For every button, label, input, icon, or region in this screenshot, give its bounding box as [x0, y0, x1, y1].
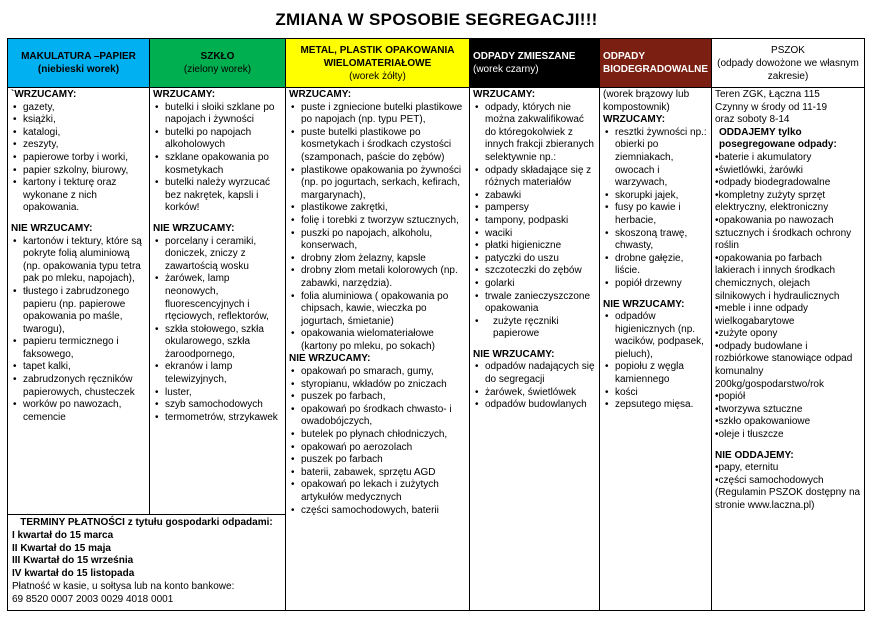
- header-paper-title: MAKULATURA –PAPIER: [21, 51, 136, 62]
- list-item: • opakowań po aerozolach: [289, 442, 466, 455]
- header-metal-sub: (worek żółty): [349, 70, 406, 82]
- list-item: • zepsutego mięsa.: [603, 399, 708, 412]
- mixed-no-list: [473, 361, 596, 411]
- list-item: • folia aluminiowa ( opakowania po chipsach, kawie, wieczka po jogurtach, śmietanie): [289, 291, 466, 329]
- list-item: • kartony i tekturę oraz wykonane z nich opakowania.: [11, 177, 146, 215]
- list-item: • drobne gałęzie, liście.: [603, 253, 708, 278]
- bio-yes-label: WRZUCAMY:: [603, 114, 666, 126]
- list-item: (Regulamin PSZOK dostępny na stronie www.laczna.pl): [715, 487, 861, 511]
- list-item: • puste i zgniecione butelki plastikowe po napojach (np. typu PET),: [289, 102, 466, 127]
- list-item: • opakowań po lekach i zużytych artykułów medycznych: [289, 479, 466, 504]
- list-item: • opakowania wielomateriałowe (kartony po mleku, po sokach): [289, 328, 466, 353]
- pszok-yes-label: ODDAJEMY tylko posegregowane odpady:: [719, 126, 837, 151]
- list-item: • tłustego i zabrudzonego papieru (np. papierowe opakowania po maśle, twarogu),: [11, 286, 146, 336]
- list-item: • puszek po farbach,: [289, 391, 466, 404]
- mixed-cell: [470, 88, 600, 611]
- list-item: • tapet kalki,: [11, 361, 146, 374]
- pszok-yes-list: [715, 152, 861, 442]
- list-item: • butelki i słoiki szklane po napojach i żywności: [153, 102, 282, 127]
- paper-no-list: [11, 236, 146, 425]
- list-item: • książki,: [11, 114, 146, 127]
- pszok-no-label: NIE ODDAJEMY:: [715, 449, 794, 461]
- list-item: • puste butelki plastikowe po kosmetykach i środkach czystości (szamponach, paście do zębów): [289, 127, 466, 165]
- glass-no-list: [153, 236, 282, 425]
- pszok-hours-wed: Czynny w środy od 11-19: [715, 101, 828, 113]
- list-item: • odpadów higienicznych (np. wacików, podpasek, pieluch),: [603, 311, 708, 361]
- list-item: •szkło opakowaniowe: [715, 416, 811, 428]
- terms-line: I kwartał do 15 marca: [12, 529, 114, 541]
- header-pszok-title: PSZOK: [771, 44, 805, 56]
- terms-line: II Kwartał do 15 maja: [12, 542, 111, 554]
- list-item: • części samochodowych, baterii: [289, 505, 466, 518]
- list-item: • drobny złom żelazny, kapsle: [289, 253, 466, 266]
- list-item: • golarki: [473, 278, 596, 291]
- bank-account: 69 8520 0007 2003 0029 4018 0001: [12, 593, 174, 605]
- header-bio-title: ODPADY BIODEGRADOWALNE: [603, 51, 708, 75]
- list-item: • żarówek, świetlówek: [473, 387, 596, 400]
- list-item: • opakowań po środkach chwasto- i owadobójczych,: [289, 404, 466, 429]
- list-item: • żarówek, lamp neonowych, fluorescencyjnych i rtęciowych, reflektorów,: [153, 273, 282, 323]
- list-item: • folię i torebki z tworzyw sztucznych,: [289, 215, 466, 228]
- list-item: • tampony, podpaski: [473, 215, 596, 228]
- header-row: [8, 39, 865, 88]
- list-item: • zabawki: [473, 190, 596, 203]
- bio-intro: (worek brązowy lub kompostownik): [603, 89, 690, 113]
- terms-note: Płatność w kasie, u sołtysa lub na konto bankowe:: [12, 580, 235, 592]
- page-title: ZMIANA W SPOSOBIE SEGREGACJI!!!: [275, 10, 598, 29]
- list-item: • skoszoną trawę, chwasty,: [603, 228, 708, 253]
- list-item: •świetlówki, żarówki: [715, 164, 803, 176]
- header-paper: [8, 39, 150, 88]
- list-item: • butelki należy wyrzucać bez nakrętek, kapsli i korków!: [153, 177, 282, 215]
- list-item: •odpady budowlane i rozbiórkowe stanowiące odpad komunalny 200kg/gospodarstwo/rok: [715, 340, 853, 390]
- list-item: • papier szkolny, biurowy,: [11, 165, 146, 178]
- list-item: • baterii, zabawek, sprzętu AGD: [289, 467, 466, 480]
- header-mixed-title: ODPADY ZMIESZANE: [473, 51, 576, 62]
- glass-no-label: NIE WRZUCAMY:: [153, 222, 235, 234]
- bio-yes-list: [603, 127, 708, 291]
- header-mixed: [470, 39, 600, 88]
- list-item: • plastikowe opakowania po żywności (np. po jogurtach, serkach, kefirach, margarynach),: [289, 165, 466, 203]
- list-item: • odpadów nadających się do segregacji: [473, 361, 596, 386]
- metal-cell: [286, 88, 470, 611]
- list-item: • puszki po napojach, alkoholu, konserwach,: [289, 228, 466, 253]
- list-item: •baterie i akumulatory: [715, 151, 812, 163]
- list-item: •opakowania po nawozach sztucznych i środkach ochrony roślin: [715, 214, 852, 252]
- content-row: [8, 88, 865, 515]
- list-item: • płatki higieniczne: [473, 240, 596, 253]
- list-item: • luster,: [153, 387, 282, 400]
- list-item: •odpady biodegradowalne: [715, 177, 831, 189]
- pszok-address: Teren ZGK, Łączna 115: [715, 89, 820, 100]
- list-item: • katalogi,: [11, 127, 146, 140]
- list-item: • styropianu, wkładów po zniczach: [289, 379, 466, 392]
- list-item: • odpady, których nie można zakwalifikować do któregokolwiek z innych frakcji zbieranych selektywnie np.:: [473, 102, 596, 165]
- mixed-no-label: NIE WRZUCAMY:: [473, 348, 555, 360]
- glass-cell: [150, 88, 286, 515]
- list-item: • szklane opakowania po kosmetykach: [153, 152, 282, 177]
- header-metal: [286, 39, 470, 88]
- metal-no-list: [289, 366, 466, 517]
- metal-no-label: NIE WRZUCAMY:: [289, 353, 371, 365]
- list-item: •opakowania po farbach lakierach i innych środkach chemicznych, olejach silnikowych i hydraulicznych: [715, 252, 840, 302]
- header-mixed-sub: (worek czarny): [473, 64, 539, 75]
- list-item: • papierowe torby i worki,: [11, 152, 146, 165]
- terms-line: III Kwartał do 15 września: [12, 555, 134, 567]
- pszok-cell: [712, 88, 865, 611]
- list-item: • gazety,: [11, 102, 146, 115]
- list-item: • ekranów i lamp telewizyjnych,: [153, 361, 282, 386]
- list-item: • odpadów budowlanych: [473, 399, 596, 412]
- list-item: • trwale zanieczyszczone opakowania: [473, 291, 596, 316]
- payment-terms: [8, 515, 286, 611]
- list-item: • zabrudzonych ręczników papierowych, chusteczek: [11, 374, 146, 399]
- list-item: •części samochodowych: [715, 474, 824, 486]
- header-pszok: [712, 39, 865, 88]
- header-glass-sub: (zielony worek): [183, 64, 252, 75]
- list-item: • butelki po napojach alkoholowych: [153, 127, 282, 152]
- mixed-yes-list: [473, 102, 596, 341]
- paper-cell: [8, 88, 150, 515]
- terms-line: IV kwartał do 15 listopada: [12, 568, 135, 580]
- header-glass-title: SZKŁO: [200, 51, 235, 62]
- list-item: •zużyte opony: [715, 328, 778, 340]
- list-item: • szczoteczki do zębów: [473, 265, 596, 278]
- list-item: •oleje i tłuszcze: [715, 429, 784, 441]
- segregation-table: [7, 38, 865, 611]
- list-item: • kości: [603, 387, 708, 400]
- list-item: •kompletny zużyty sprzęt elektryczny, elektroniczny: [715, 189, 829, 214]
- header-bio: [600, 39, 712, 88]
- bio-no-list: [603, 311, 708, 412]
- list-item: •tworzywa sztuczne: [715, 403, 803, 415]
- list-item: • pampersy: [473, 202, 596, 215]
- list-item: •meble i inne odpady wielkogabarytowe: [715, 303, 809, 327]
- header-glass: [150, 39, 286, 88]
- paper-no-label: NIE WRZUCAMY:: [11, 222, 93, 234]
- bio-no-label: NIE WRZUCAMY:: [603, 298, 685, 310]
- list-item: • worków po nawozach, cemencie: [11, 399, 146, 424]
- list-item: •papy, eternitu: [715, 462, 779, 474]
- paper-yes-list: [11, 102, 146, 215]
- list-item: • szyb samochodowych: [153, 399, 282, 412]
- glass-yes-label: WRZUCAMY:: [153, 89, 216, 100]
- list-item: • popiołu z węgla kamiennego: [603, 361, 708, 386]
- list-item: • porcelany i ceramiki, doniczek, zniczy z zawartością wosku: [153, 236, 282, 274]
- list-item: • resztki żywności np.: obierki po ziemniakach, owocach i warzywach,: [603, 127, 708, 190]
- list-item: • papieru termicznego i faksowego,: [11, 336, 146, 361]
- header-metal-title: METAL, PLASTIK OPAKOWANIA WIELOMATERIAŁOWE: [300, 44, 455, 69]
- list-item: • popiół drzewny: [603, 278, 708, 291]
- bio-cell: [600, 88, 712, 611]
- list-item: • drobny złom metali kolorowych (np. zabawki, narzędzia).: [289, 265, 466, 290]
- mixed-yes-label: WRZUCAMY:: [473, 89, 536, 100]
- list-item: • plastikowe zakrętki,: [289, 202, 466, 215]
- list-item: • skorupki jajek,: [603, 190, 708, 203]
- pszok-hours-sat: oraz soboty 8-14: [715, 114, 790, 126]
- list-item: • patyczki do uszu: [473, 253, 596, 266]
- paper-yes-label: `WRZUCAMY:: [11, 89, 77, 100]
- list-item: • zeszyty,: [11, 139, 146, 152]
- list-item: • waciki: [473, 228, 596, 241]
- list-item: • opakowań po smarach, gumy,: [289, 366, 466, 379]
- metal-yes-list: [289, 102, 466, 354]
- metal-yes-label: WRZUCAMY:: [289, 89, 352, 100]
- list-item: • puszek po farbach: [289, 454, 466, 467]
- header-pszok-sub: (odpady dowożone we własnym zakresie): [717, 57, 859, 82]
- list-item: • odpady składające się z różnych materiałów: [473, 165, 596, 190]
- list-item: • termometrów, strzykawek: [153, 412, 282, 425]
- list-item: • fusy po kawie i herbacie,: [603, 202, 708, 227]
- list-item: • butelek po płynach chłodniczych,: [289, 429, 466, 442]
- list-item: • szkła stołowego, szkła okularowego, szkła żaroodpornego,: [153, 324, 282, 362]
- list-item: • kartonów i tektury, które są pokryte folią aluminiową (np. opakowania typu tetra pak po mleku, napojach),: [11, 236, 146, 286]
- header-paper-sub: (niebieski worek): [37, 64, 120, 75]
- glass-yes-list: [153, 102, 282, 215]
- pszok-no-list: [715, 462, 861, 512]
- terms-title: TERMINY PŁATNOŚCI z tytułu gospodarki odpadami:: [20, 517, 273, 528]
- list-item: •popiół: [715, 391, 746, 403]
- list-item: • zużyte ręczniki papierowe: [473, 316, 596, 341]
